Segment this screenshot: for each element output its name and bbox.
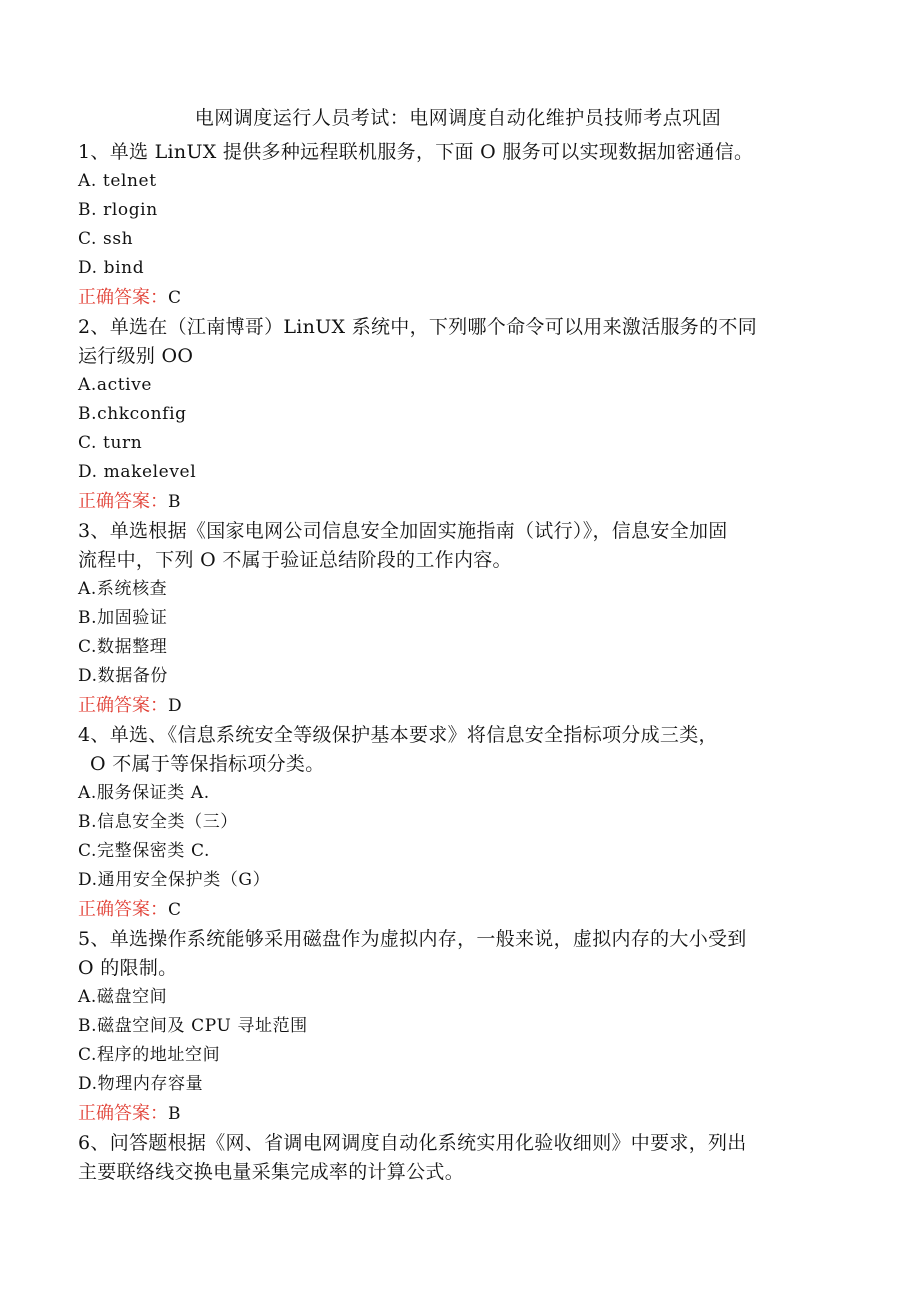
option-b: B.chkconfig bbox=[78, 404, 187, 424]
answer-line bbox=[78, 487, 838, 517]
answer-label: 正确答案： bbox=[78, 899, 168, 920]
option-d: D.物理内存容量 bbox=[78, 1074, 204, 1094]
question-text bbox=[78, 517, 838, 575]
option-c: C.数据整理 bbox=[78, 637, 168, 657]
answer-line bbox=[78, 691, 838, 721]
answer-label: 正确答案： bbox=[78, 695, 168, 716]
option-d: D. bind bbox=[78, 258, 145, 278]
option-a: A.磁盘空间 bbox=[78, 987, 168, 1007]
option-c: C.程序的地址空间 bbox=[78, 1045, 221, 1065]
answer-value: C bbox=[168, 900, 182, 920]
question-line: 4、单选、《信息系统安全等级保护基本要求》将信息安全指标项分成三类， bbox=[78, 724, 718, 746]
option-list bbox=[78, 371, 838, 487]
question-block bbox=[78, 1129, 838, 1187]
option-c: C.完整保密类 C. bbox=[78, 841, 211, 861]
question-line: O 不属于等保指标项分类。 bbox=[90, 753, 325, 775]
answer-value: D bbox=[168, 696, 182, 716]
question-line: 6、问答题根据《网、省调电网调度自动化系统实用化验收细则》中要求，列出 bbox=[78, 1132, 747, 1154]
question-line: 流程中，下列 O 不属于验证总结阶段的工作内容。 bbox=[78, 549, 512, 571]
question-line: 2、单选在（江南博哥）LinUX 系统中，下列哪个命令可以用来激活服务的不同 bbox=[78, 316, 757, 338]
option-list bbox=[78, 167, 838, 283]
option-b: B.加固验证 bbox=[78, 608, 168, 628]
answer-label: 正确答案： bbox=[78, 491, 168, 512]
question-block bbox=[78, 925, 838, 1129]
option-c: C. ssh bbox=[78, 229, 134, 249]
answer-value: B bbox=[168, 492, 181, 512]
option-a: A. telnet bbox=[78, 171, 157, 191]
answer-line bbox=[78, 283, 838, 313]
option-d: D.数据备份 bbox=[78, 666, 169, 686]
question-line: 5、单选操作系统能够采用磁盘作为虚拟内存，一般来说，虚拟内存的大小受到 bbox=[78, 928, 747, 950]
answer-value: C bbox=[168, 288, 182, 308]
question-line: 3、单选根据《国家电网公司信息安全加固实施指南（试行）》，信息安全加固 bbox=[78, 520, 728, 542]
question-text bbox=[78, 1129, 838, 1187]
option-a: A.active bbox=[78, 375, 153, 395]
answer-label: 正确答案： bbox=[78, 287, 168, 308]
question-block bbox=[78, 517, 838, 721]
question-block bbox=[78, 313, 838, 517]
answer-label: 正确答案： bbox=[78, 1103, 168, 1124]
question-text bbox=[78, 721, 838, 779]
option-d: D.通用安全保护类（G） bbox=[78, 870, 271, 890]
document-title: 电网调度运行人员考试：电网调度自动化维护员技师考点巩固 bbox=[194, 107, 722, 129]
option-list bbox=[78, 779, 838, 895]
question-text bbox=[78, 925, 838, 983]
document-page bbox=[78, 104, 838, 1187]
question-block bbox=[78, 721, 838, 925]
question-line: 运行级别 OO bbox=[78, 345, 194, 367]
question-text bbox=[78, 138, 838, 167]
question-line: 1、单选 LinUX 提供多种远程联机服务，下面 O 服务可以实现数据加密通信。 bbox=[78, 141, 754, 163]
option-d: D. makelevel bbox=[78, 462, 197, 482]
question-text bbox=[78, 313, 838, 371]
option-c: C. turn bbox=[78, 433, 143, 453]
question-line: O 的限制。 bbox=[78, 957, 178, 979]
option-list bbox=[78, 575, 838, 691]
option-b: B. rlogin bbox=[78, 200, 158, 220]
answer-line bbox=[78, 895, 838, 925]
answer-line bbox=[78, 1099, 838, 1129]
option-b: B.磁盘空间及 CPU 寻址范围 bbox=[78, 1016, 308, 1036]
answer-value: B bbox=[168, 1104, 181, 1124]
option-b: B.信息安全类（三） bbox=[78, 812, 238, 832]
option-list bbox=[78, 983, 838, 1099]
question-line: 主要联络线交换电量采集完成率的计算公式。 bbox=[78, 1161, 465, 1183]
option-a: A.服务保证类 A. bbox=[78, 783, 210, 803]
option-a: A.系统核查 bbox=[78, 579, 168, 599]
question-block bbox=[78, 138, 838, 313]
